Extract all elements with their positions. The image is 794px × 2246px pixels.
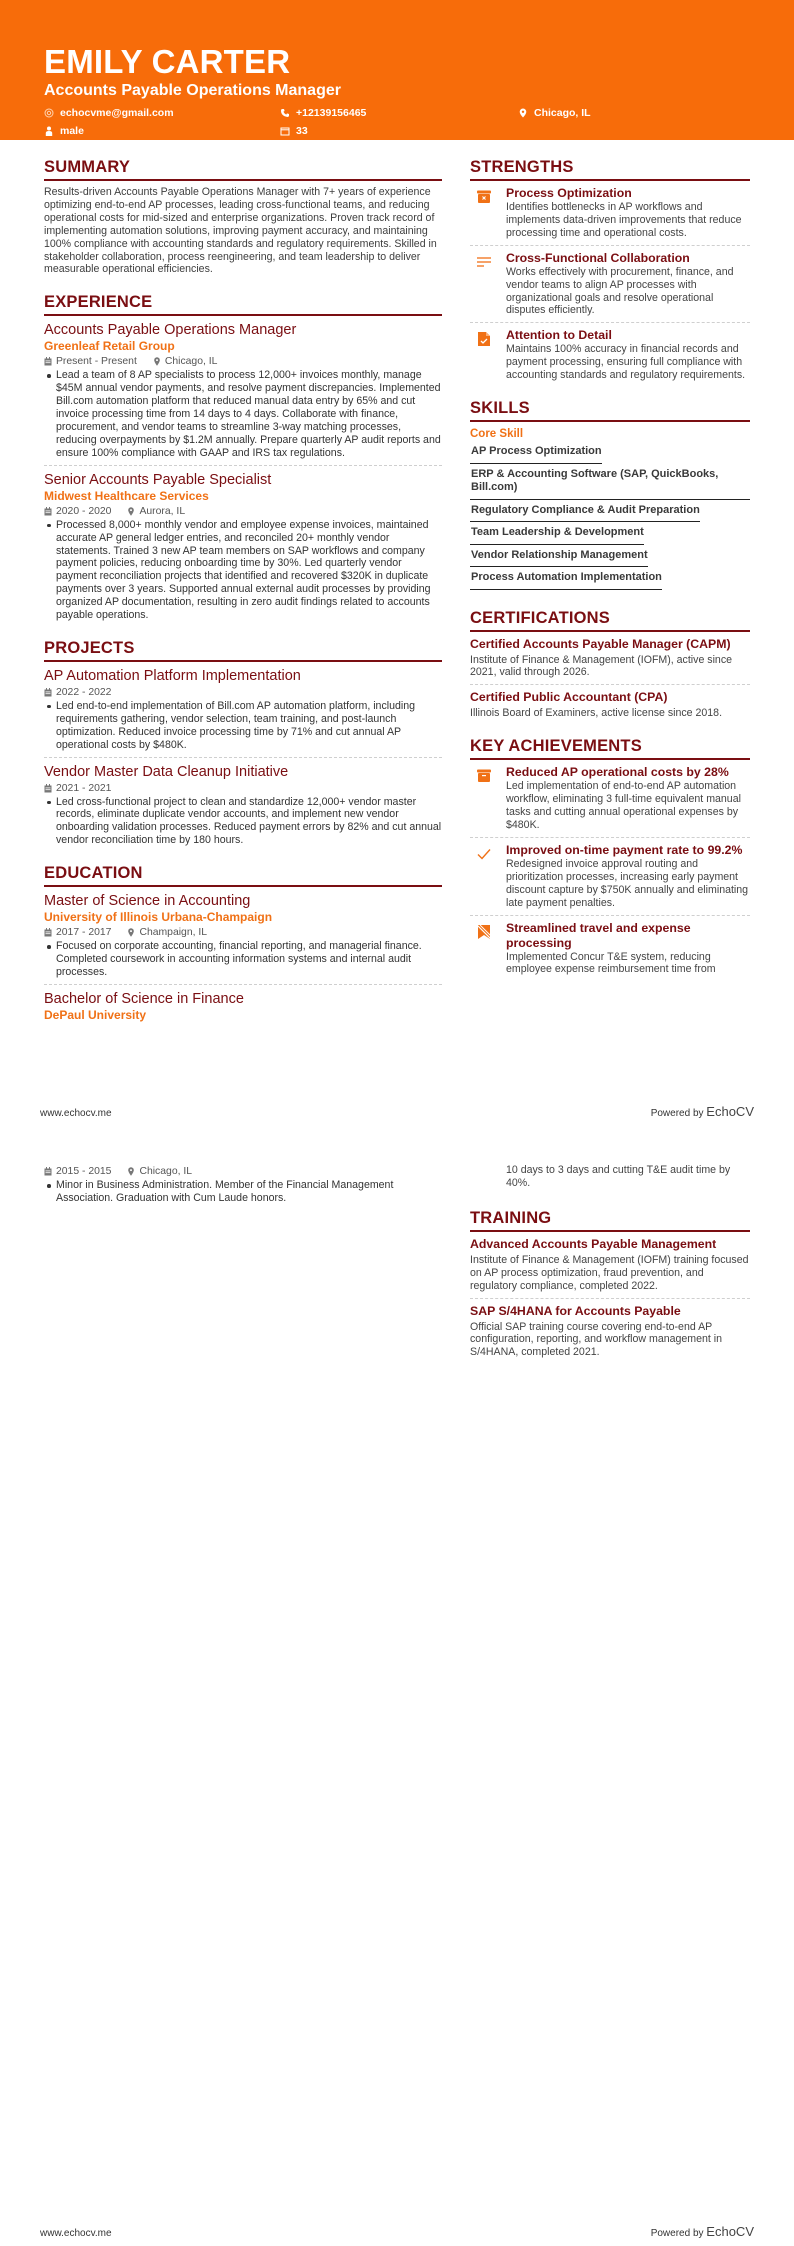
skill-item: Process Automation Implementation <box>470 567 662 590</box>
education-description: Focused on corporate accounting, financial reporting, and managerial finance. Completed coursework in accounting information systems and internal audit processes. <box>44 940 442 979</box>
experience-heading: EXPERIENCE <box>44 292 442 316</box>
page-footer <box>40 1104 754 1119</box>
person-icon <box>44 126 54 136</box>
training-text: Official SAP training course covering end-to-end AP configuration, reporting, and workflow management in S/4HANA, completed 2021. <box>470 1320 723 1359</box>
job-dates: 2020 - 2020 <box>56 505 112 517</box>
training-item <box>470 1237 750 1293</box>
achievement-item <box>470 843 750 910</box>
skills-section <box>470 398 750 590</box>
divider <box>44 757 442 758</box>
achievement-text: Implemented Concur T&E system, reducing employee expense reimbursement time from <box>506 950 716 976</box>
strengths-heading: STRENGTHS <box>470 157 750 181</box>
checkmark-icon <box>476 846 492 862</box>
strength-title: Cross-Functional Collaboration <box>506 250 690 265</box>
job-location: Aurora, IL <box>139 505 186 517</box>
right-column-page2 <box>470 1164 750 1359</box>
calendar-icon <box>44 507 52 516</box>
project-title: Vendor Master Data Cleanup Initiative <box>44 763 289 780</box>
project-dates: 2022 - 2022 <box>56 686 112 698</box>
email-text: echocvme@gmail.com <box>60 107 174 119</box>
achievements-section <box>470 736 750 976</box>
website-link[interactable]: www.echocv.me <box>40 1108 112 1119</box>
gender-text: male <box>60 125 84 137</box>
company-name: Greenleaf Retail Group <box>44 339 175 354</box>
project-entry <box>44 667 442 752</box>
degree-title: Bachelor of Science in Finance <box>44 990 244 1007</box>
education-heading: EDUCATION <box>44 863 442 887</box>
experience-section <box>44 292 442 622</box>
divider <box>470 915 750 916</box>
calendar-icon <box>280 126 290 136</box>
project-entry <box>44 763 442 848</box>
skills-heading: SKILLS <box>470 398 750 422</box>
phone-icon <box>280 108 290 118</box>
at-sign-icon <box>44 108 54 118</box>
skill-item: Regulatory Compliance & Audit Preparation <box>470 500 700 523</box>
education-dates: 2017 - 2017 <box>56 927 112 939</box>
powered-by-label: Powered by <box>650 2228 704 2239</box>
contact-location <box>518 106 718 120</box>
achievement-text: Redesigned invoice approval routing and prioritization processes, increasing early payment discount capture by $750K annually and eliminating late payment penalties. <box>506 857 749 909</box>
map-pin-icon <box>127 928 135 937</box>
divider <box>470 245 750 246</box>
calendar-icon <box>44 1167 52 1176</box>
website-link[interactable]: www.echocv.me <box>40 2228 112 2239</box>
bookmark-slash-icon <box>476 924 492 940</box>
map-pin-icon <box>518 108 528 118</box>
divider <box>470 1298 750 1299</box>
strength-title: Attention to Detail <box>506 328 612 343</box>
resume-header <box>0 0 794 140</box>
education-location: Chicago, IL <box>139 1166 193 1177</box>
page-footer <box>40 2224 754 2239</box>
achievement-title: Streamlined travel and expense processing <box>506 920 691 950</box>
training-text: Institute of Finance & Management (IOFM) training focused on AP process optimization, fraud prevention, and regulatory compliance, completed 2022. <box>470 1253 749 1292</box>
strength-item <box>470 186 750 240</box>
certification-text: Illinois Board of Examiners, active license since 2018. <box>470 707 723 720</box>
calendar-icon <box>44 688 52 697</box>
school-name: DePaul University <box>44 1007 147 1022</box>
training-section <box>470 1208 750 1359</box>
training-title: SAP S/4HANA for Accounts Payable <box>470 1303 681 1318</box>
brand-name[interactable]: EchoCV <box>706 1104 754 1119</box>
contact-email[interactable] <box>44 106 280 120</box>
strength-item <box>470 251 750 318</box>
job-description: Processed 8,000+ monthly vendor and employee expense invoices, maintained accurate AP general ledger entries, and reconciled 20+ monthly vendor statements. Trained 3 new AP team members on SAP workflows and company payment policies, reducing onboarding time by 30%. Led quarterly vendor payment reconciliation projects that identified and recovered $320K in duplicate payments over 3 years. Supported annual external audit processes by providing organized AP documentation, resulting in zero audit findings related to accounts payable operations. <box>44 519 442 622</box>
certification-item <box>470 690 750 720</box>
contact-gender <box>44 124 280 138</box>
contact-phone[interactable] <box>280 106 518 120</box>
education-description: Minor in Business Administration. Member of the Financial Management Association. Graduation with Cum Laude honors. <box>44 1179 442 1205</box>
job-location: Chicago, IL <box>164 356 218 368</box>
contact-info <box>44 106 750 138</box>
strength-item <box>470 328 750 382</box>
education-entry <box>44 892 442 979</box>
divider <box>44 984 442 985</box>
education-entry <box>44 990 442 1023</box>
achievement-text: Led implementation of end-to-end AP automation workflow, eliminating 3 full-time equivalent manual tasks and cutting annual operational expenses by $480K. <box>506 780 741 831</box>
experience-entry <box>44 321 442 459</box>
education-entry-continued <box>44 1165 442 1205</box>
achievement-item <box>470 765 750 832</box>
skills-subheading: Core Skill <box>470 428 524 441</box>
project-title: AP Automation Platform Implementation <box>44 667 301 684</box>
education-meta <box>44 1165 442 1178</box>
strength-text: Maintains 100% accuracy in financial records and payment processing, ensuring full compliance with accounting standards and regulatory requirements. <box>506 343 746 382</box>
company-name: Midwest Healthcare Services <box>44 488 209 503</box>
job-title: Senior Accounts Payable Specialist <box>44 471 272 488</box>
certification-text: Institute of Finance & Management (IOFM), active since 2021, valid through 2026. <box>470 653 733 679</box>
achievement-text-continued: 10 days to 3 days and cutting T&E audit time by 40%. <box>506 1164 731 1189</box>
strengths-section <box>470 157 750 382</box>
job-meta <box>44 505 442 518</box>
certifications-section <box>470 608 750 721</box>
divider <box>470 837 750 838</box>
training-title: Advanced Accounts Payable Management <box>470 1236 717 1251</box>
left-column-page2 <box>44 1164 442 1205</box>
map-pin-icon <box>127 507 135 516</box>
summary-heading: SUMMARY <box>44 157 442 181</box>
job-title: Accounts Payable Operations Manager <box>44 322 297 339</box>
job-description: Lead a team of 8 AP specialists to process 12,000+ invoices monthly, manage $45M annual vendor payments, and resolve payment discrepancies. Implemented Bill.com automation platform that reduced manual data entry by 65% and cut invoice processing time from 14 days to 4 days. Collaborate with finance, procurement, and vendor teams to streamline 3-way matching processes, reducing overpayments by $1.2M annually. Prepare quarterly AP audit reports and ensure 100% compliance with GAAP and IRS tax regulations. <box>44 369 442 459</box>
project-meta <box>44 686 442 699</box>
candidate-title: Accounts Payable Operations Manager <box>44 82 341 99</box>
job-meta <box>44 355 442 368</box>
certifications-heading: CERTIFICATIONS <box>470 608 750 632</box>
training-item <box>470 1304 750 1360</box>
project-dates: 2021 - 2021 <box>56 782 112 794</box>
achievement-title: Reduced AP operational costs by 28% <box>506 765 729 780</box>
degree-title: Master of Science in Accounting <box>44 893 251 910</box>
divider <box>44 465 442 466</box>
location-text: Chicago, IL <box>534 107 591 119</box>
project-description: Led cross-functional project to clean and standardize 12,000+ vendor master records, eliminate duplicate vendor accounts, and implement new vendor onboarding validation processes. Reduced payment errors by 82% and cut annual vendor reconciliation time by 180 hours. <box>44 796 442 848</box>
archive-box-icon <box>476 768 492 784</box>
right-column <box>470 157 750 976</box>
skill-item: Team Leadership & Development <box>470 522 644 545</box>
experience-entry <box>44 471 442 622</box>
achievements-heading: KEY ACHIEVEMENTS <box>470 736 750 760</box>
achievement-title: Improved on-time payment rate to 99.2% <box>506 842 743 857</box>
powered-by-label: Powered by <box>650 1108 704 1119</box>
certification-item <box>470 637 750 680</box>
training-heading: TRAINING <box>470 1208 750 1232</box>
education-location: Champaign, IL <box>139 927 208 939</box>
school-name: University of Illinois Urbana-Champaign <box>44 910 273 925</box>
phone-text: +12139156465 <box>296 107 367 119</box>
divider <box>470 322 750 323</box>
projects-heading: PROJECTS <box>44 638 442 662</box>
calendar-icon <box>44 357 52 366</box>
summary-section <box>44 157 442 276</box>
education-section <box>44 863 442 1023</box>
calendar-icon <box>44 784 52 793</box>
project-meta <box>44 782 442 795</box>
skill-item: Vendor Relationship Management <box>470 545 648 568</box>
left-column <box>44 157 442 1023</box>
map-pin-icon <box>153 357 161 366</box>
projects-section <box>44 638 442 847</box>
divider <box>470 684 750 685</box>
strength-text: Identifies bottlenecks in AP workflows and implements data-driven improvements that reduce processing time and operational costs. <box>506 201 742 239</box>
age-text: 33 <box>296 125 308 137</box>
project-description: Led end-to-end implementation of Bill.com AP automation platform, including requirements gathering, vendor selection, team training, and post-launch optimization. Reduced invoice processing time by 71% and cut annual AP operational costs by $480K. <box>44 700 442 752</box>
map-pin-icon <box>127 1167 135 1176</box>
document-check-icon <box>476 331 492 347</box>
strength-text: Works effectively with procurement, finance, and vendor teams to align AP processes with organizational goals and resolve operational disputes efficiently. <box>506 265 734 317</box>
certification-title: Certified Accounts Payable Manager (CAPM) <box>470 636 731 651</box>
archive-box-icon <box>476 189 492 205</box>
certification-title: Certified Public Accountant (CPA) <box>470 690 668 705</box>
achievement-item <box>470 921 750 977</box>
strength-title: Process Optimization <box>506 186 632 200</box>
education-dates: 2015 - 2015 <box>56 1166 112 1177</box>
brand-name[interactable]: EchoCV <box>706 2224 754 2239</box>
job-dates: Present - Present <box>56 356 137 368</box>
text-lines-icon <box>476 254 492 270</box>
summary-text: Results-driven Accounts Payable Operations Manager with 7+ years of experience optimizing end-to-end AP processes, leading cross-functional teams, and reducing operational costs for mid-sized and enterprise organizations. Proven track record of implementing automation solutions, improving payment accuracy, and maintaining 100% compliance with accounting standards and regulatory requirements. Skilled in stakeholder collaboration, process reengineering, and team leadership to deliver measurable operational efficiencies. <box>44 186 437 276</box>
contact-age <box>280 124 518 138</box>
education-meta <box>44 926 442 939</box>
candidate-name: EMILY CARTER <box>44 43 291 80</box>
skill-item: ERP & Accounting Software (SAP, QuickBooks, Bill.com) <box>470 464 750 500</box>
skill-item: AP Process Optimization <box>470 441 602 464</box>
calendar-icon <box>44 928 52 937</box>
